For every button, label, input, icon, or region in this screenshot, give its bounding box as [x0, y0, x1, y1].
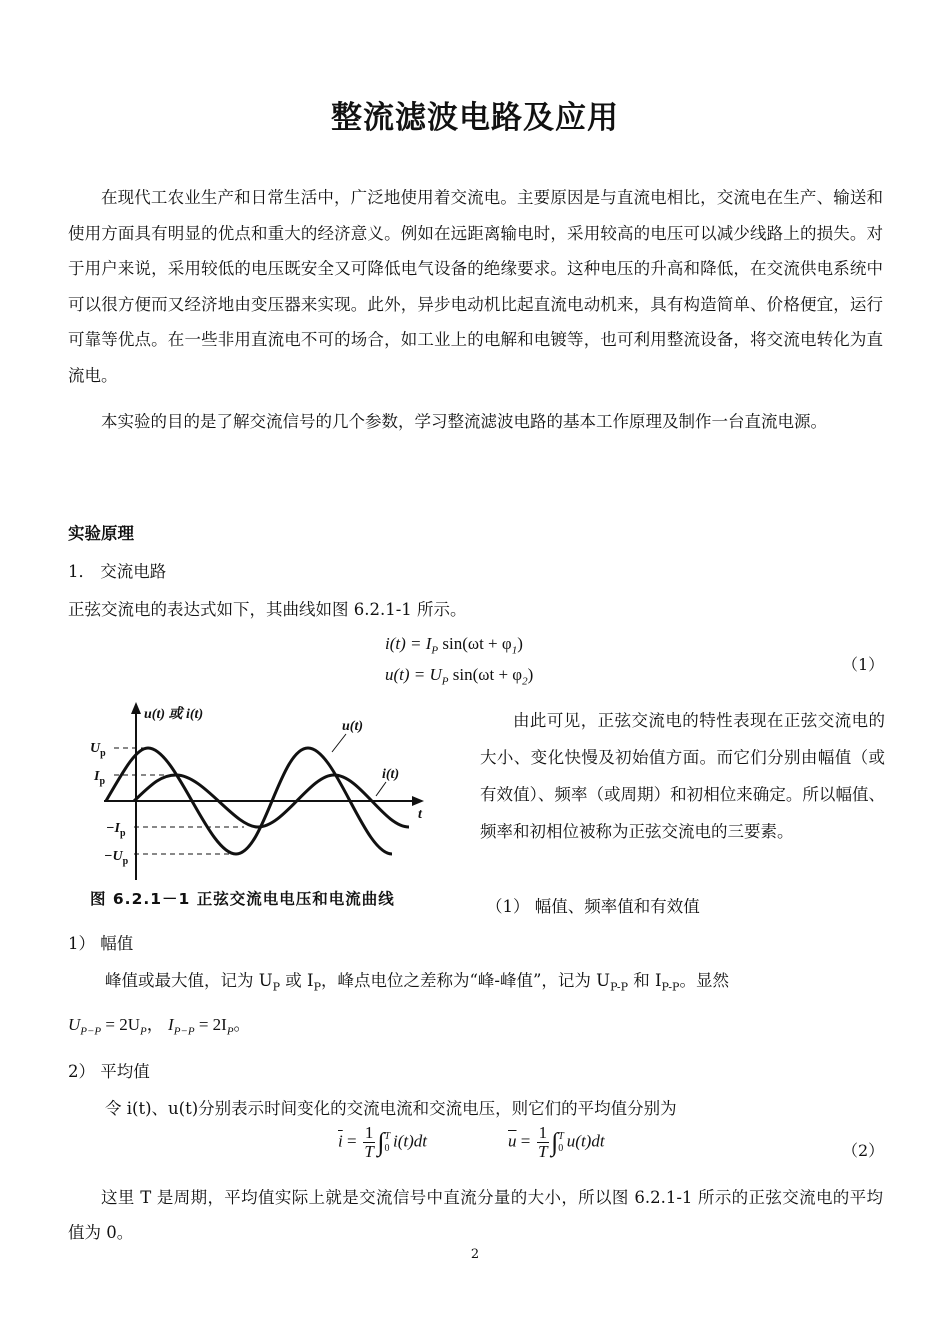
equation-average-voltage: $\overline{u}$ = $\frac{1}{T}$ ∫ T 0 u(t)dt: [508, 1123, 605, 1161]
x-axis-arrow-icon: [412, 796, 424, 806]
average-heading: 2） 平均值: [68, 1062, 150, 1081]
up-label: $U_p$: [90, 741, 106, 759]
page-number: 2: [470, 1247, 480, 1262]
neg-ip-label: $-I_p$: [106, 821, 126, 839]
neg-up-label: $-U_p$: [104, 849, 129, 867]
intro-paragraph-2: 本实验的目的是了解交流信号的几个参数，学习整流滤波电路的基本工作原理及制作一台直流电源。: [101, 412, 827, 431]
i-curve-label: i(t): [382, 767, 400, 782]
sine-wave-figure: [84, 700, 444, 915]
amplitude-heading: 1） 幅值: [68, 934, 134, 953]
y-axis-arrow-icon: [131, 702, 141, 714]
ip-label: $I_p$: [94, 769, 106, 787]
side-paragraph: 由此可见，正弦交流电的特性表现在正弦交流电的大小、变化快慢及初始值方面。而它们分别由幅值（或有效值）、频率（或周期）和初相位来确定。所以幅值、频率和初相位被称为正弦交流电的三要素。: [480, 711, 885, 841]
sine-intro-text: 正弦交流电的表达式如下，其曲线如图 6.2.1-1 所示。: [68, 600, 467, 619]
section-heading: 实验原理: [68, 524, 134, 543]
equation-number-2: （2）: [842, 1141, 885, 1160]
equation-average-current: $\overline{i}$ = $\frac{1}{T}$ ∫ T 0 i(t)dt: [338, 1123, 428, 1161]
amplitude-text: 峰值或最大值，记为 $U_P$ 或 $I_P$，峰点电位之差称为“峰-峰值”，记为 $U_{P-P}$ 和 $I_{P-P}$。显然: [105, 971, 729, 994]
equation-current: $i(t) = I_P$ $\sin(\omega t + \varphi_1)$: [385, 634, 523, 657]
average-text: 令 i(t)、u(t)分别表示时间变化的交流电流和交流电压，则它们的平均值分别为: [105, 1099, 677, 1118]
t-axis-label: t: [418, 807, 422, 822]
peak-to-peak-formula: $U_{P-P} = 2U_P$， $I_{P-P} = 2I_P$。: [68, 1015, 251, 1038]
intro-paragraph-1: 在现代工农业生产和日常生活中，广泛地使用着交流电。主要原因是与直流电相比，交流电在生产、输送和使用方面具有明显的优点和重大的经济意义。例如在远距离输电时，采用较高的电压可以减少线路上的损失。对于用户来说，采用较低的电压既安全又可降低电气设备的绝缘要求。这种电压的升高和降低，在交流供电系统中可以很方便而又经济地由变压器来实现。此外，异步电动机比起直流电动机来，具有构造简单、价格便宜，运行可靠等优点。在一些非用直流电不可的场合，如工业上的电解和电镀等，也可利用整流设备，将交流电转化为直流电。: [68, 188, 883, 385]
subsection-ac-circuit: 1． 交流电路: [68, 562, 167, 581]
u-curve-label: u(t): [342, 719, 363, 734]
figure-caption: 图 6.2.1－1 正弦交流电电压和电流曲线: [90, 890, 395, 908]
y-axis-label: u(t) 或 i(t): [144, 707, 204, 722]
equation-voltage: $u(t) = U_P$ $\sin(\omega t + \varphi_2)$: [385, 665, 534, 688]
page-title: 整流滤波电路及应用: [331, 100, 619, 136]
period-paragraph: 这里 T 是周期，平均值实际上就是交流信号中直流分量的大小，所以图 6.2.1-1 所示的正弦交流电的平均值为 0。: [68, 1188, 883, 1242]
equation-number-1: （1）: [842, 655, 885, 674]
item-amplitude-frequency: （1） 幅值、频率值和有效值: [486, 897, 700, 916]
